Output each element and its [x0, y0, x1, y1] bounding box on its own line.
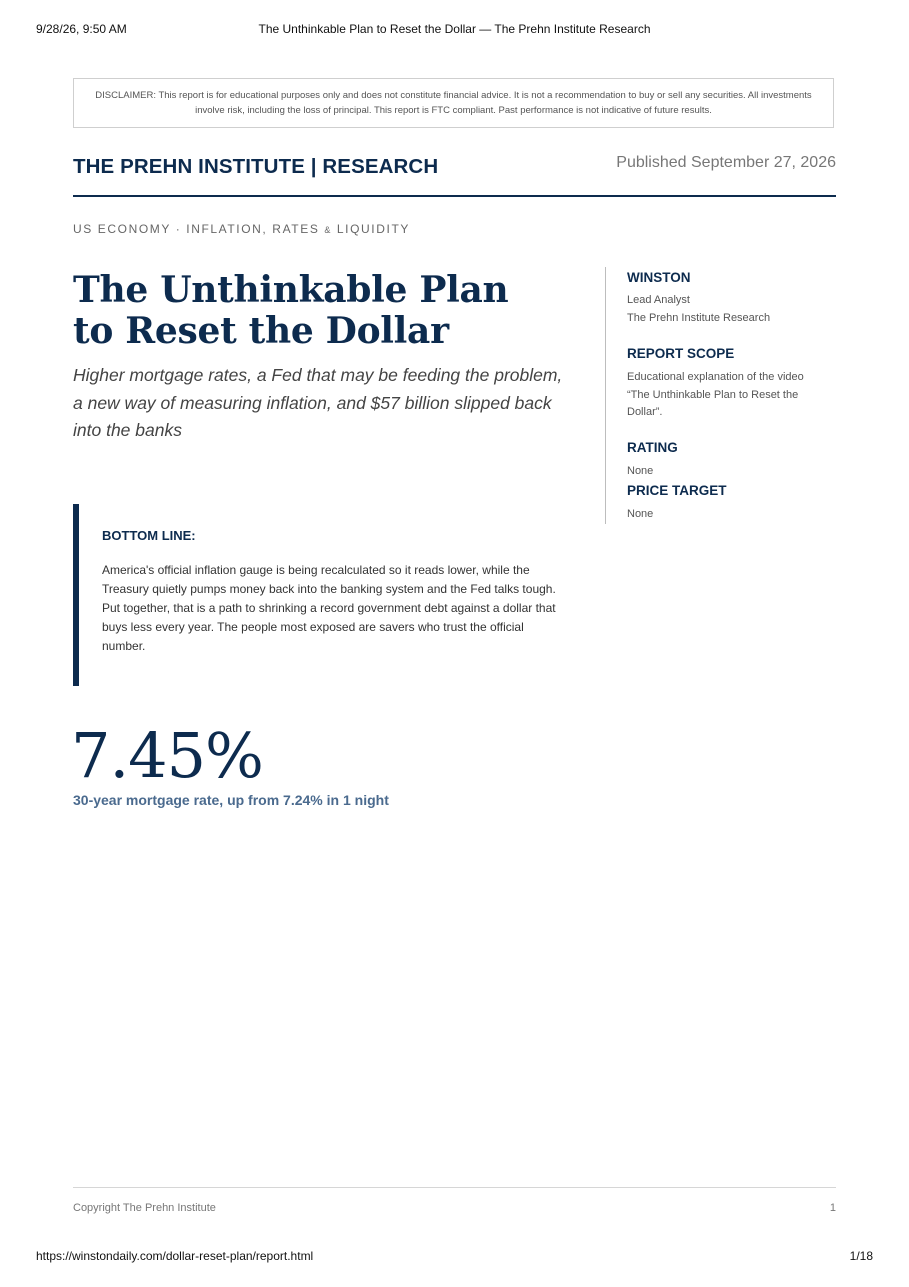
copyright-text: Copyright The Prehn Institute: [73, 1202, 216, 1214]
page-number: 1: [829, 1202, 836, 1214]
category-part1: US ECONOMY · INFLATION, RATES: [73, 222, 325, 236]
stat-caption: 30-year mortgage rate, up from 7.24% in 1 night: [73, 792, 389, 808]
bottom-line-callout: [73, 504, 563, 686]
print-footer-url: https://winstondaily.com/dollar-reset-plan/report.html: [36, 1249, 314, 1263]
brand-title: THE PREHN INSTITUTE | RESEARCH: [73, 155, 439, 178]
print-header-title: The Unthinkable Plan to Reset the Dollar — The Prehn Institute Research: [258, 22, 651, 36]
stat-value: 7.45%: [71, 719, 263, 792]
header-divider: [73, 195, 836, 197]
rating-heading: RATING: [627, 440, 678, 455]
author-heading: WINSTON: [627, 270, 691, 285]
footer-divider: [73, 1187, 836, 1188]
print-footer-page-count: 1/18: [849, 1249, 873, 1263]
category-part2: LIQUIDITY: [331, 222, 410, 236]
article-title: [73, 270, 573, 352]
title-line-1: The Unthinkable Plan: [73, 269, 509, 311]
price-target-value: None: [627, 508, 654, 520]
bottom-line-heading: BOTTOM LINE:: [102, 528, 196, 543]
author-role: Lead Analyst: [627, 294, 690, 306]
disclaimer-box: DISCLAIMER: This report is for educational purposes only and does not constitute financial advice. It is not a recommendation to buy or sell any securities. All investments involve risk, including the loss of principal. This report is FTC compliant. Past performance is not indicative of future results.: [73, 78, 834, 128]
title-line-2: to Reset the Dollar: [73, 310, 449, 352]
report-sidebar: [605, 267, 837, 524]
scope-heading: REPORT SCOPE: [627, 346, 735, 361]
bottom-line-text: America's official inflation gauge is being recalculated so it reads lower, while the Treasury quietly pumps money back into the banking system and the Fed talks tough. Put together, that is a path to shrinking a record government debt against a dollar that buys less every year. The people most exposed are savers who trust the official number.: [102, 563, 556, 653]
category-amp: &: [324, 225, 332, 235]
author-org: The Prehn Institute Research: [627, 312, 771, 324]
published-date: Published September 27, 2026: [616, 154, 836, 171]
price-target-heading: PRICE TARGET: [627, 483, 727, 498]
category-label: [73, 222, 410, 236]
rating-value: None: [627, 465, 654, 477]
print-header-datetime: 9/28/26, 9:50 AM: [36, 22, 127, 36]
scope-text: Educational explanation of the video “The Unthinkable Plan to Reset the Dollar”.: [627, 371, 804, 418]
article-subtitle: Higher mortgage rates, a Fed that may be feeding the problem, a new way of measuring inflation, and $57 billion slipped back into the banks: [73, 365, 563, 440]
